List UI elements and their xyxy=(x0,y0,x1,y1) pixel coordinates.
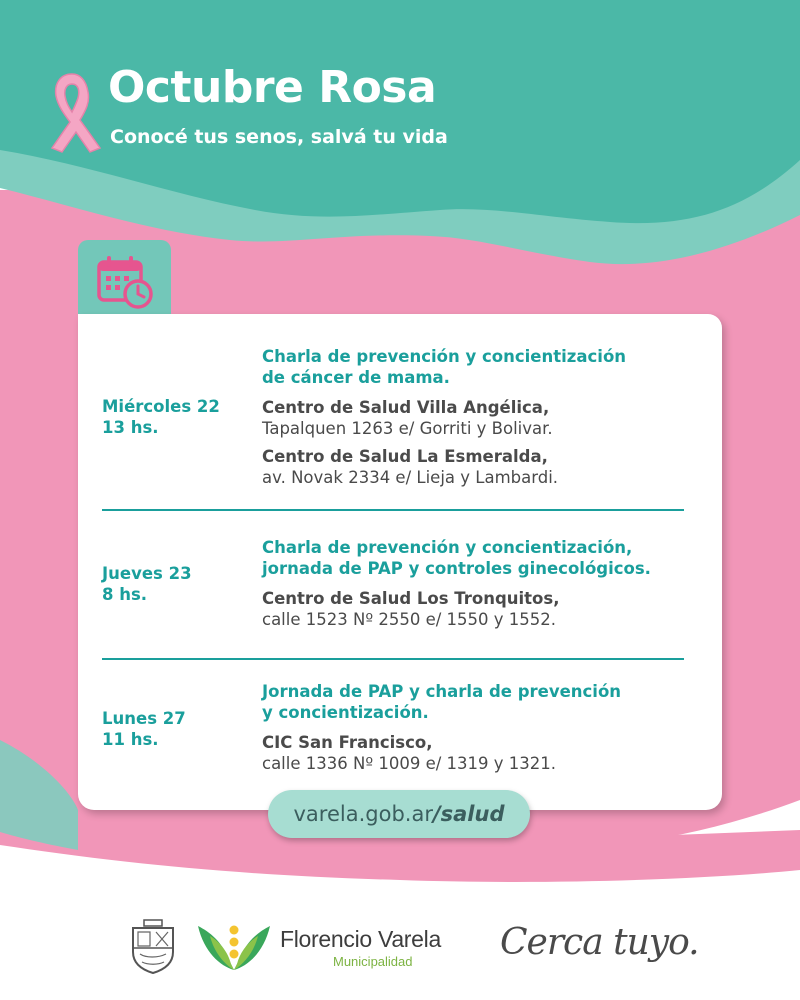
event-title-line: Jornada de PAP y charla de prevención xyxy=(262,682,622,701)
event-time: 13 hs. xyxy=(102,418,159,437)
calendar-clock-icon xyxy=(96,254,154,310)
event-date xyxy=(102,708,186,750)
event-title xyxy=(262,681,702,723)
event-day: Jueves 23 xyxy=(102,564,192,583)
event-time: 8 hs. xyxy=(102,585,148,604)
event-day: Lunes 27 xyxy=(102,709,186,728)
event-info xyxy=(262,537,702,637)
event-date xyxy=(102,563,192,605)
event-place xyxy=(262,446,702,488)
place-address: calle 1336 Nº 1009 e/ 1319 y 1321. xyxy=(262,754,557,773)
municipal-shield-icon xyxy=(128,918,178,974)
event-title-line: de cáncer de mama. xyxy=(262,368,450,387)
event-title-line: Charla de prevención y concientización, xyxy=(262,538,633,557)
event-info xyxy=(262,681,702,781)
event-title xyxy=(262,346,702,388)
divider xyxy=(102,658,684,660)
place-name: CIC San Francisco, xyxy=(262,733,433,752)
website-link[interactable] xyxy=(268,790,530,838)
place-name: Centro de Salud Villa Angélica, xyxy=(262,398,550,417)
place-address: calle 1523 Nº 2550 e/ 1550 y 1552. xyxy=(262,610,557,629)
place-name: Centro de Salud Los Tronquitos, xyxy=(262,589,560,608)
event-title-line: Charla de prevención y concientización xyxy=(262,347,627,366)
florencio-varela-leaf-icon xyxy=(194,916,274,974)
url-domain: varela.gob.ar xyxy=(293,802,433,826)
place-name: Centro de Salud La Esmeralda, xyxy=(262,447,548,466)
place-address: av. Novak 2334 e/ Lieja y Lambardi. xyxy=(262,468,559,487)
events-card xyxy=(78,314,722,810)
event-title-line: jornada de PAP y controles ginecológicos. xyxy=(262,559,651,578)
event-time: 11 hs. xyxy=(102,730,159,749)
url-path: /salud xyxy=(432,802,505,826)
page-title: Octubre Rosa xyxy=(108,62,437,113)
footer xyxy=(0,910,800,980)
event-info xyxy=(262,346,702,495)
event-place xyxy=(262,588,702,630)
event-title xyxy=(262,537,702,579)
event-title-line: y concientización. xyxy=(262,703,429,722)
event-place xyxy=(262,732,702,774)
org-subtitle: Municipalidad xyxy=(333,954,413,969)
divider xyxy=(102,509,684,511)
slogan: Cerca tuyo. xyxy=(500,922,699,963)
org-name: Florencio Varela xyxy=(280,926,441,952)
calendar-tab xyxy=(78,240,171,322)
event-place xyxy=(262,397,702,439)
event-day: Miércoles 22 xyxy=(102,397,220,416)
pink-ribbon-icon xyxy=(40,68,104,154)
page-subtitle: Conocé tus senos, salvá tu vida xyxy=(110,126,448,148)
event-date xyxy=(102,396,220,438)
place-address: Tapalquen 1263 e/ Gorriti y Bolivar. xyxy=(262,419,553,438)
